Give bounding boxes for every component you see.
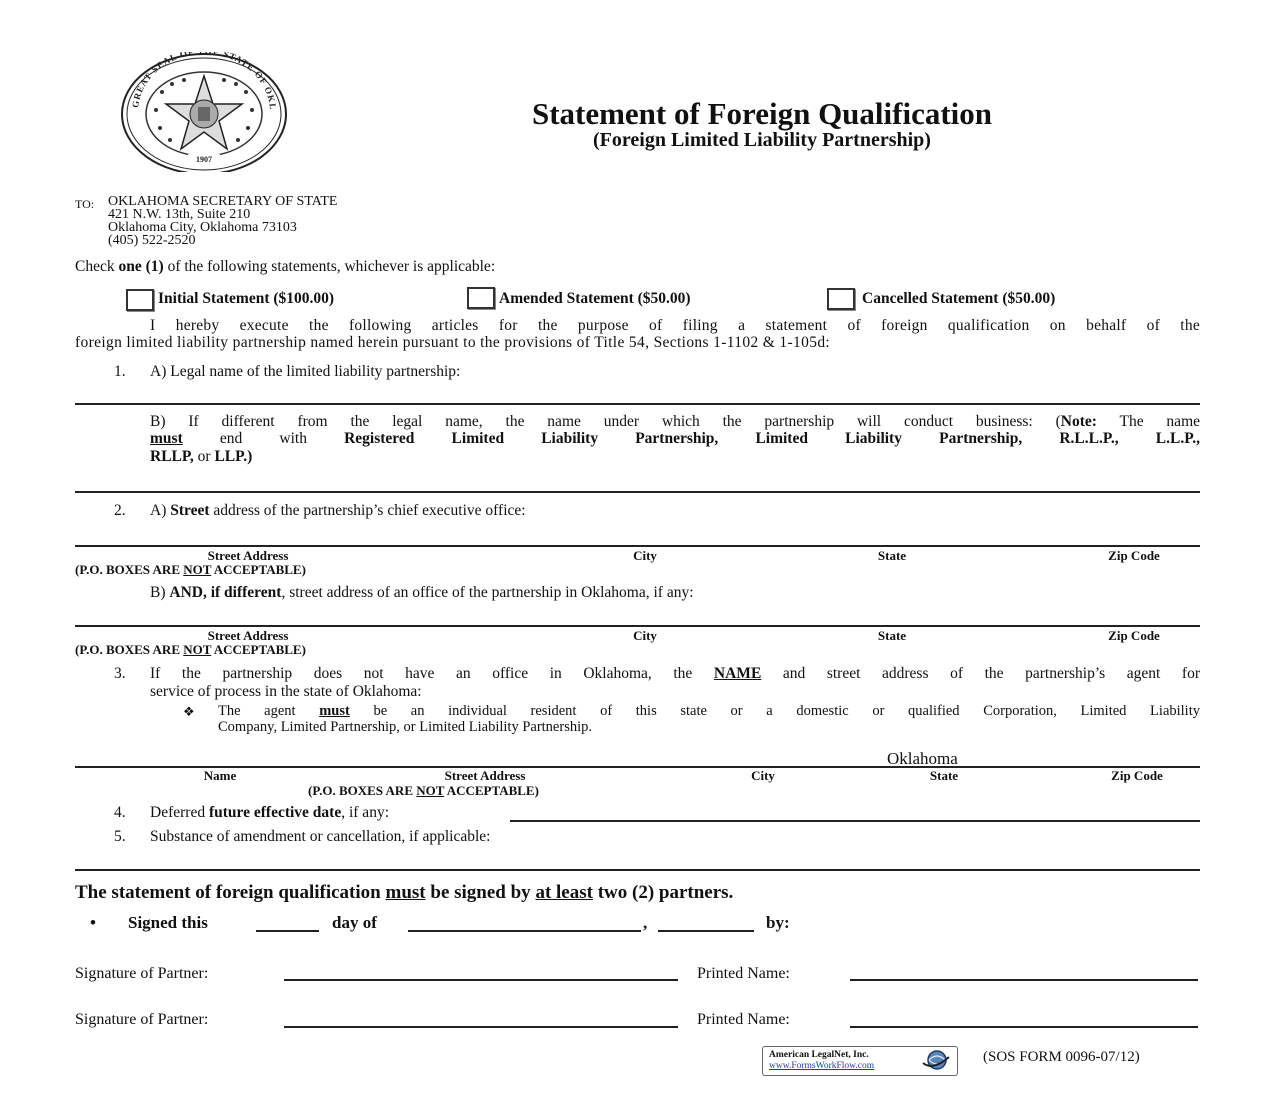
intro-line-1: I hereby execute the following articles for the purpose of filing a statement of foreign qualification on behalf of the xyxy=(150,317,1200,334)
day-of-label: day of xyxy=(332,913,377,932)
american-legalnet-logo[interactable] xyxy=(762,1046,958,1076)
item-3-line-2: service of process in the state of Oklahoma: xyxy=(150,683,422,700)
business-name-field[interactable] xyxy=(75,491,1200,493)
item-1-number: 1. xyxy=(114,363,126,380)
agent-requirement-line-2: Company, Limited Partnership, or Limited Liability Partnership. xyxy=(218,719,592,735)
printed-name-label-2: Printed Name: xyxy=(697,1011,790,1028)
item-2b-label: B) AND, if different, street address of an office of the partnership in Oklahoma, if any: xyxy=(150,584,694,601)
item-5-label: Substance of amendment or cancellation, if applicable: xyxy=(150,828,491,845)
item-2-number: 2. xyxy=(114,502,126,519)
signed-bullet-icon: • xyxy=(90,913,96,932)
caption-city-1: City xyxy=(633,548,657,563)
amended-statement-label: Amended Statement ($50.00) xyxy=(499,290,691,307)
check-instruction: Check one (1) of the following statements, whichever is applicable: xyxy=(75,258,496,275)
future-effective-date-field[interactable] xyxy=(510,820,1200,822)
signature-label-1: Signature of Partner: xyxy=(75,965,209,982)
item-3-line-1: If the partnership does not have an office in Oklahoma, the NAME and street address of the partnership’s agent for xyxy=(150,665,1201,682)
cancelled-statement-checkbox[interactable] xyxy=(827,288,855,310)
initial-statement-label: Initial Statement ($100.00) xyxy=(158,290,335,307)
to-address xyxy=(108,195,337,247)
caption-state-2: State xyxy=(877,628,907,643)
caption-zip-2: Zip Code xyxy=(1108,628,1160,643)
caption-state-1: State xyxy=(877,548,907,563)
page-title: Statement of Foreign Qualification xyxy=(531,96,993,131)
po-box-note-3: (P.O. BOXES ARE NOT ACCEPTABLE) xyxy=(308,783,539,798)
item-4-label: Deferred future effective date, if any: xyxy=(150,804,389,821)
logo-company: American LegalNet, Inc. xyxy=(769,1050,869,1060)
signed-day-field[interactable] xyxy=(256,930,319,932)
signed-by-label: by: xyxy=(766,913,790,932)
signed-month-field[interactable] xyxy=(408,930,641,932)
caption-city-2: City xyxy=(633,628,657,643)
initial-statement-checkbox[interactable] xyxy=(126,289,154,311)
item-5-number: 5. xyxy=(114,828,126,845)
logo-url[interactable]: www.FormsWorkFlow.com xyxy=(769,1061,875,1071)
to-office: OKLAHOMA SECRETARY OF STATE xyxy=(108,194,338,209)
to-city: Oklahoma City, Oklahoma 73103 xyxy=(108,220,297,235)
printed-name-label-1: Printed Name: xyxy=(697,965,790,982)
item-4-number: 4. xyxy=(114,804,126,821)
diamond-bullet-icon: ❖ xyxy=(183,704,195,719)
item-1b-line-1: B) If different from the legal name, the name under which the partnership will conduct business: (Note: The name xyxy=(150,413,1201,430)
to-label: TO: xyxy=(75,197,95,211)
globe-icon xyxy=(921,1049,951,1071)
to-street: 421 N.W. 13th, Suite 210 xyxy=(108,207,251,222)
po-box-note-2: (P.O. BOXES ARE NOT ACCEPTABLE) xyxy=(75,642,306,657)
caption-city-3: City xyxy=(751,768,775,783)
item-2a-label: A) Street address of the partnership’s chief executive office: xyxy=(150,502,526,519)
item-1b-line-3: RLLP, or LLP.) xyxy=(150,448,253,465)
signature-label-2: Signature of Partner: xyxy=(75,1011,209,1028)
seal-year: 1907 xyxy=(196,155,212,164)
caption-state-3: State xyxy=(929,768,959,783)
item-1b-line-2: must end with Registered Limited Liability Partnership, Limited Liability Partnership, R.L.L.P., L.L.P., xyxy=(150,430,1200,447)
caption-street-3: Street Address xyxy=(444,768,526,783)
legal-name-field[interactable] xyxy=(75,403,1200,405)
agent-requirement-line-1: The agent must be an individual resident of this state or a domestic or qualified Corporation, Limited Liability xyxy=(218,703,1200,719)
signed-comma: , xyxy=(643,913,648,932)
oklahoma-office-address-field[interactable] xyxy=(75,625,1200,627)
item-3-number: 3. xyxy=(114,665,126,682)
form-id: (SOS FORM 0096-07/12) xyxy=(983,1049,1140,1065)
signed-year-field[interactable] xyxy=(658,930,754,932)
caption-zip-3: Zip Code xyxy=(1111,768,1163,783)
printed-name-field-1[interactable] xyxy=(850,979,1198,981)
amendment-substance-field[interactable] xyxy=(75,869,1200,871)
caption-street-2: Street Address xyxy=(207,628,289,643)
item-1a-label: A) Legal name of the limited liability partnership: xyxy=(150,363,461,380)
to-phone: (405) 522-2520 xyxy=(108,233,196,248)
chief-office-address-field[interactable] xyxy=(75,545,1200,547)
po-box-note-1: (P.O. BOXES ARE NOT ACCEPTABLE) xyxy=(75,562,306,577)
svg-text:GREAT SEAL OF THE STATE OF OKL: GREAT SEAL OF E STATE OF OKL xyxy=(130,52,279,111)
intro-line-2: foreign limited liability partnership named herein pursuant to the provisions of Title 54, Sections 1-1102 & 1-105d: xyxy=(75,334,831,351)
caption-agent-name: Name xyxy=(203,768,237,783)
printed-name-field-2[interactable] xyxy=(850,1026,1198,1028)
amended-statement-checkbox[interactable] xyxy=(467,287,495,309)
agent-state-value: Oklahoma xyxy=(887,749,958,768)
signature-field-1[interactable] xyxy=(284,979,678,981)
signed-this-label: Signed this xyxy=(128,913,208,932)
caption-zip-1: Zip Code xyxy=(1108,548,1160,563)
signature-notice: The statement of foreign qualification must be signed by at least two (2) partners. xyxy=(75,882,734,903)
signature-field-2[interactable] xyxy=(284,1026,678,1028)
cancelled-statement-label: Cancelled Statement ($50.00) xyxy=(862,290,1056,307)
caption-street-1: Street Address xyxy=(207,548,289,563)
state-seal xyxy=(112,52,294,172)
page-subtitle: (Foreign Limited Liability Partnership) xyxy=(593,129,931,151)
